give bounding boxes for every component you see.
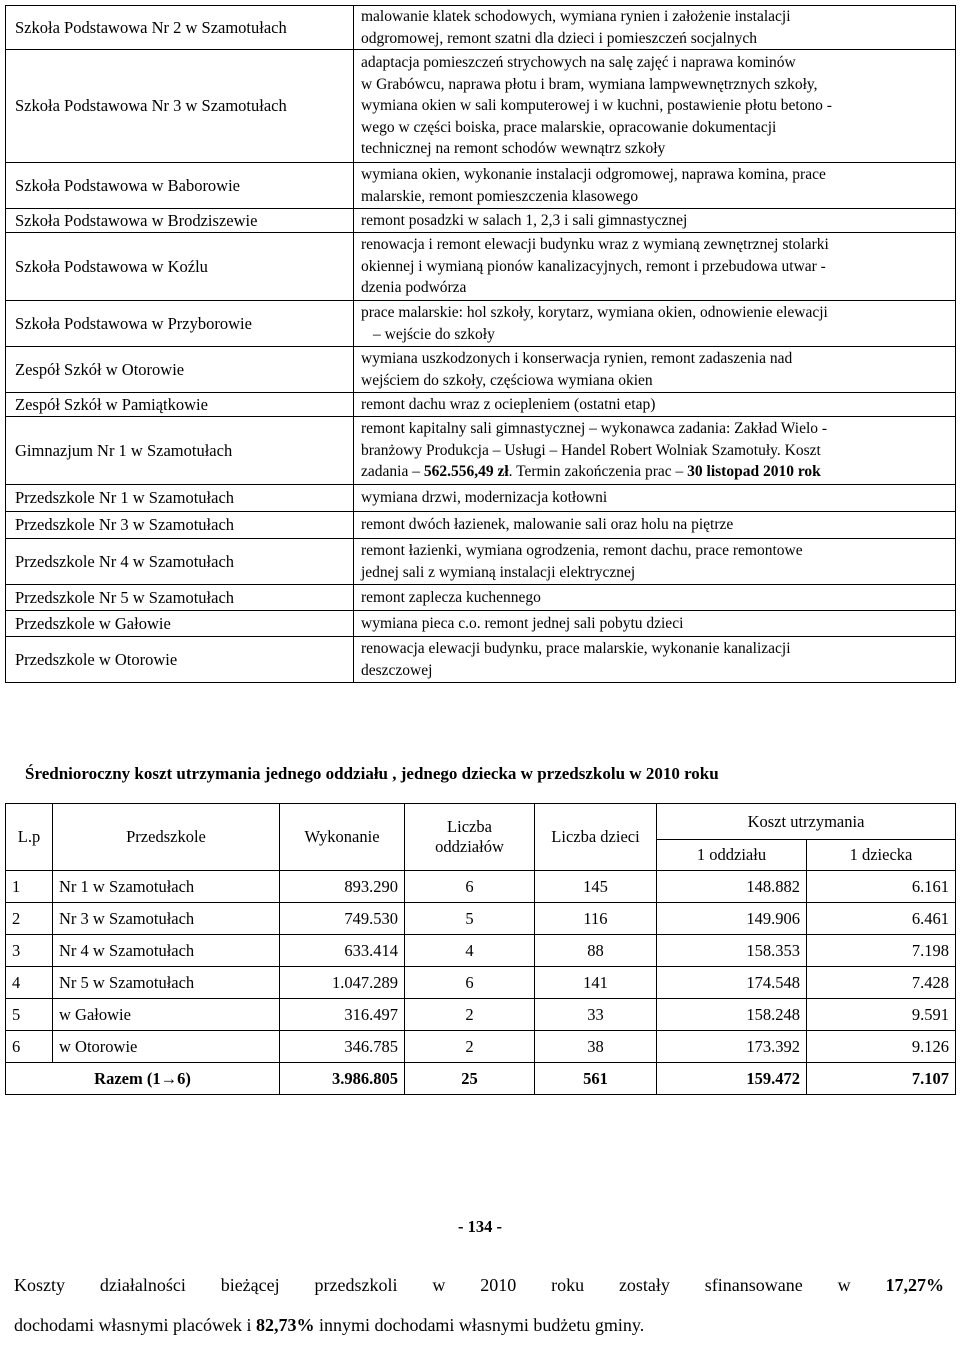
school-name: Szkoła Podstawowa w Koźlu [6, 233, 354, 301]
table-row [6, 637, 956, 683]
table-row [6, 485, 956, 512]
renovation-description: adaptacja pomieszczeń strychowych na salę zajęć i naprawa kominów w Grabówcu, naprawa płotu i bram, wymiana lampwewnętrznych szkoły, wymiana okien w sali komputerowej i w kuchni, postawienie płotu betono - wego w części boiska, prace malarskie, opracowanie dokumentacji technicznej na remont schodów wewnątrz szkoły [354, 50, 956, 163]
renovation-description: remont zaplecza kuchennego [354, 585, 956, 611]
table-row [6, 209, 956, 233]
renovation-description: remont łazienki, wymiana ogrodzenia, remont dachu, prace remontowe jednej sali z wymianą instalacji elektrycznej [354, 539, 956, 585]
school-name: Przedszkole w Otorowie [6, 637, 354, 683]
total-row: Razem (1→6) 3.986.805 25 561 159.472 7.107 [6, 1063, 956, 1095]
renovation-description: malowanie klatek schodowych, wymiana rynien i założenie instalacji odgromowej, remont szatni dla dzieci i pomieszczeń socjalnych [354, 6, 956, 50]
table-row [6, 347, 956, 393]
school-name: Zespół Szkół w Pamiątkowie [6, 393, 354, 417]
table-row [6, 585, 956, 611]
table-row: 4 Nr 5 w Szamotułach 1.047.289 6 141 174.548 7.428 [6, 967, 956, 999]
school-name: Gimnazjum Nr 1 w Szamotułach [6, 417, 354, 485]
header-1-dziecko: 1 dziecka [807, 840, 956, 871]
page-number: - 134 - [458, 1217, 502, 1236]
table-row [6, 512, 956, 539]
school-name: Przedszkole w Gałowie [6, 611, 354, 637]
renovation-table [5, 5, 956, 683]
renovation-description: remont posadzki w salach 1, 2,3 i sali gimnastycznej [354, 209, 956, 233]
table-row: 5 w Gałowie 316.497 2 33 158.248 9.591 [6, 999, 956, 1031]
header-lp: L.p [6, 804, 53, 871]
school-name: Szkoła Podstawowa Nr 3 w Szamotułach [6, 50, 354, 163]
table-row [6, 417, 956, 485]
header-przedszkole: Przedszkole [53, 804, 280, 871]
renovation-description: remont kapitalny sali gimnastycznej – wykonawca zadania: Zakład Wielo - branżowy Produkcja – Usługi – Handel Robert Wolniak Szamotuły. Koszt zadania – 562.556,49 zł. Termin zakończenia prac – 30 listopad 2010 rok [354, 417, 956, 485]
header-wykonanie: Wykonanie [280, 804, 405, 871]
school-name: Szkoła Podstawowa Nr 2 w Szamotułach [6, 6, 354, 50]
school-name: Przedszkole Nr 3 w Szamotułach [6, 512, 354, 539]
renovation-description: wymiana okien, wykonanie instalacji odgromowej, naprawa komina, prace malarskie, remont pomieszczenia klasowego [354, 163, 956, 209]
table-row [6, 611, 956, 637]
renovation-description: remont dachu wraz z ociepleniem (ostatni etap) [354, 393, 956, 417]
school-name: Przedszkole Nr 4 w Szamotułach [6, 539, 354, 585]
total-label: Razem (1→6) [6, 1063, 280, 1095]
school-name: Przedszkole Nr 5 w Szamotułach [6, 585, 354, 611]
table-row: 1 Nr 1 w Szamotułach 893.290 6 145 148.882 6.161 [6, 871, 956, 903]
table-row: 2 Nr 3 w Szamotułach 749.530 5 116 149.906 6.461 [6, 903, 956, 935]
table-row [6, 539, 956, 585]
table-row [6, 6, 956, 50]
header-1-oddzial: 1 oddziału [657, 840, 807, 871]
renovation-description: prace malarskie: hol szkoły, korytarz, wymiana okien, odnowienie elewacji – wejście do szkoły [354, 301, 956, 347]
table-row: 3 Nr 4 w Szamotułach 633.414 4 88 158.353 7.198 [6, 935, 956, 967]
header-row [6, 804, 956, 840]
table-row [6, 163, 956, 209]
renovation-description: renowacja elewacji budynku, prace malarskie, wykonanie kanalizacji deszczowej [354, 637, 956, 683]
school-name: Szkoła Podstawowa w Baborowie [6, 163, 354, 209]
renovation-description: remont dwóch łazienek, malowanie sali oraz holu na piętrze [354, 512, 956, 539]
school-name: Szkoła Podstawowa w Brodziszewie [6, 209, 354, 233]
kindergarten-cost-table [5, 803, 956, 1095]
table-row [6, 233, 956, 301]
header-liczba-dzieci: Liczba dzieci [535, 804, 657, 871]
renovation-description: renowacja i remont elewacji budynku wraz z wymianą zewnętrznej stolarki okiennej i wymianą pionów kanalizacyjnych, remont i przebudowa utwar - dzenia podwórza [354, 233, 956, 301]
renovation-description: wymiana drzwi, modernizacja kotłowni [354, 485, 956, 512]
table-row [6, 50, 956, 163]
table-row [6, 301, 956, 347]
cost-section-title: Średnioroczny koszt utrzymania jednego oddziału , jednego dziecka w przedszkolu w 2010 roku [25, 764, 719, 783]
renovation-description: wymiana uszkodzonych i konserwacja rynien, remont zadaszenia nad wejściem do szkoły, częściowa wymiana okien [354, 347, 956, 393]
table-row: 6 w Otorowie 346.785 2 38 173.392 9.126 [6, 1031, 956, 1063]
header-koszt-utrzymania: Koszt utrzymania [657, 804, 956, 840]
school-name: Zespół Szkół w Otorowie [6, 347, 354, 393]
table-row [6, 393, 956, 417]
footer-paragraph: Koszty działalności bieżącej przedszkoli w 2010 roku zostały sfinansowane w 17,27% dochodami własnymi placówek i 82,73% innymi dochodami własnymi budżetu gminy. [14, 1275, 944, 1335]
header-liczba-oddzialow: Liczba oddziałów [405, 804, 535, 871]
school-name: Przedszkole Nr 1 w Szamotułach [6, 485, 354, 512]
school-name: Szkoła Podstawowa w Przyborowie [6, 301, 354, 347]
renovation-description: wymiana pieca c.o. remont jednej sali pobytu dzieci [354, 611, 956, 637]
